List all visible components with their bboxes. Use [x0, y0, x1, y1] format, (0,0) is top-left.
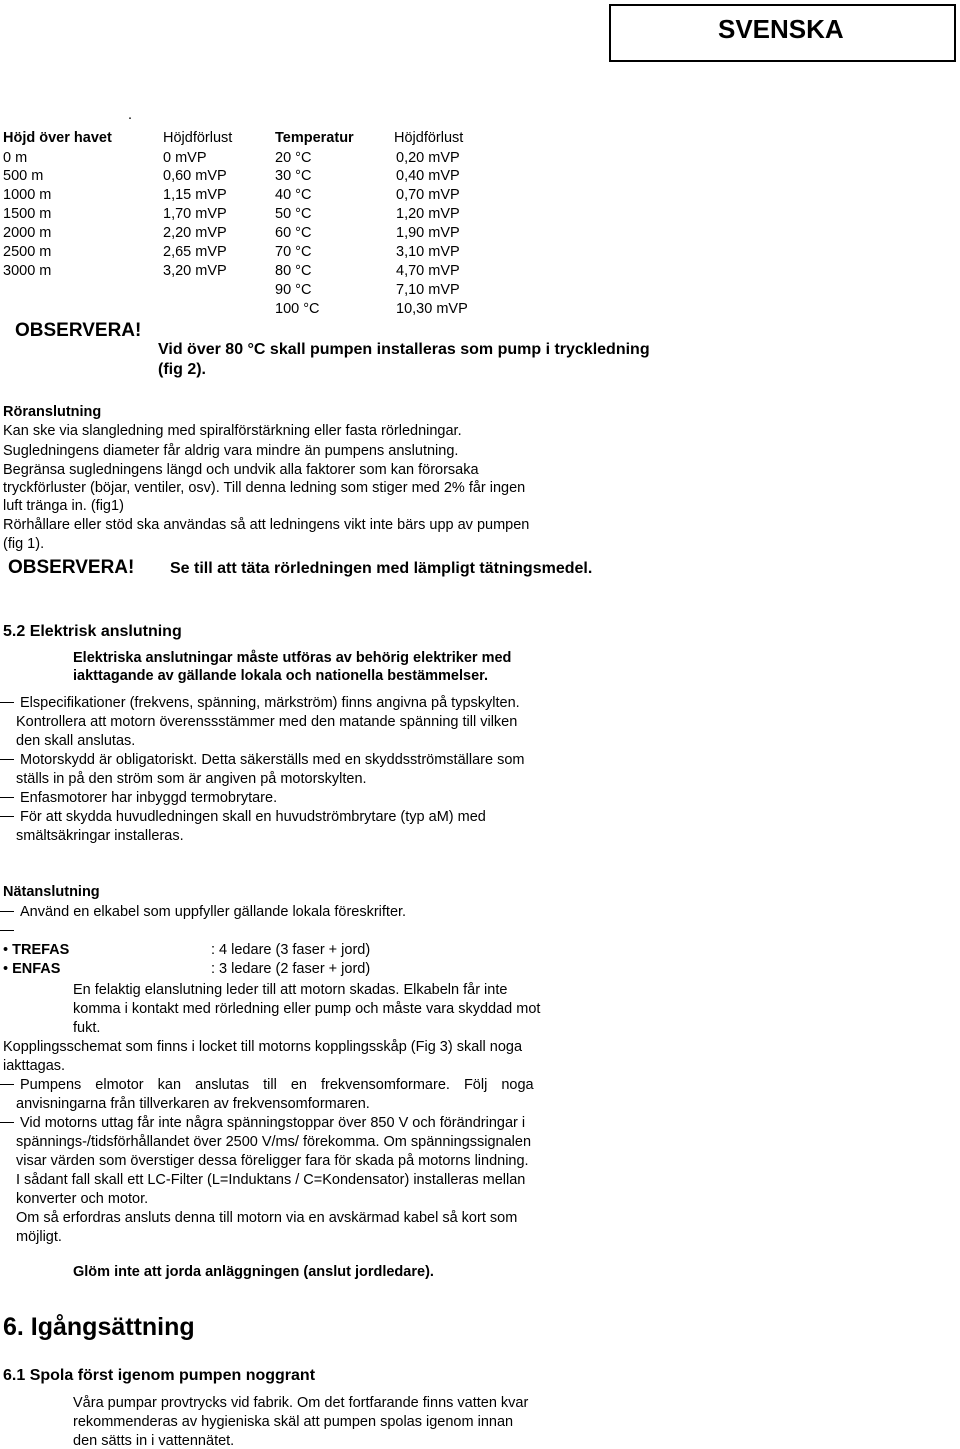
table-cell: 0,60 mVP	[163, 168, 227, 184]
table-cell: 3,20 mVP	[163, 263, 227, 279]
list-item-continuation: anvisningarna från tillverkaren av frekvensomformaren.	[16, 1096, 370, 1112]
table-cell: 2,20 mVP	[163, 225, 227, 241]
paragraph-line: Våra pumpar provtrycks vid fabrik. Om det fortfarande finns vatten kvar	[73, 1395, 529, 1411]
paragraph-line: fukt.	[73, 1020, 101, 1036]
bullet-icon: •	[3, 961, 13, 977]
list-item-continuation: I sådant fall skall ett LC-Filter (L=Induktans / C=Kondensator) installeras mellan	[16, 1172, 526, 1188]
table-header-temperature: Temperatur	[275, 130, 354, 146]
table-cell: 1,15 mVP	[163, 187, 227, 203]
list-item	[0, 1076, 615, 1094]
warning-line: iakttagande av gällande lokala och nationella bestämmelser.	[73, 668, 489, 684]
table-row: 1500 m	[3, 206, 52, 222]
sub-heading-spola: 6.1 Spola först igenom pumpen noggrant	[3, 1367, 316, 1384]
paragraph-text: En felaktig elanslutning leder till att motorn skadas. Elkabeln får inte	[73, 982, 508, 998]
table-row: 70 °C	[275, 244, 312, 260]
table-cell: 1,70 mVP	[163, 206, 227, 222]
dash-bullet-icon	[0, 1122, 14, 1123]
table-row: 100 °C	[275, 301, 320, 317]
paragraph-line: Kan ske via slangledning med spiralförstärkning eller fasta rörledningar.	[3, 423, 462, 439]
table-cell: 3,10 mVP	[396, 244, 460, 260]
observera-label: OBSERVERA!	[15, 320, 142, 341]
table-row: 500 m	[3, 168, 44, 184]
dash-bullet-icon	[0, 1084, 14, 1085]
paragraph-line: Begränsa sugledningens längd och undvik alla faktorer som kan förorsaka	[3, 462, 479, 478]
list-item-enfas	[3, 960, 60, 978]
list-item	[0, 789, 277, 807]
paragraph-line: Kopplingsschemat som finns i locket till motorns kopplingsskåp (Fig 3) skall noga	[3, 1039, 523, 1055]
paragraph-line: rekommenderas av hygieniska skäl att pumpen spolas igenom innan	[73, 1414, 514, 1430]
paragraph-line: Rörhållare eller stöd ska användas så att ledningens vikt inte bärs upp av pumpen	[3, 517, 530, 533]
list-item-text: Motorskydd är obligatoriskt. Detta säkerställs med en skyddsströmställare som	[20, 752, 525, 768]
table-row: 80 °C	[275, 263, 312, 279]
list-item-continuation: smältsäkringar installeras.	[16, 828, 184, 844]
paragraph-line: (fig 1).	[3, 536, 45, 552]
list-item-continuation: konverter och motor.	[16, 1191, 149, 1207]
list-item-continuation: spännings-/tidsförhållandet över 2500 V/ms/ förekomma. Om spänningssignalen	[16, 1134, 532, 1150]
observera-text-line: Se till att täta rörledningen med lämpligt tätningsmedel.	[170, 560, 593, 577]
table-row: 1000 m	[3, 187, 52, 203]
table-cell: 10,30 mVP	[396, 301, 468, 317]
table-cell: 0,20 mVP	[396, 150, 460, 166]
bullet-icon: •	[3, 942, 13, 958]
table-row: 0 m	[3, 150, 28, 166]
table-row: 60 °C	[275, 225, 312, 241]
dash-bullet-icon	[0, 922, 14, 940]
table-cell: 0,40 mVP	[396, 168, 460, 184]
list-item	[0, 1114, 525, 1132]
section-heading-roranslutning: Röranslutning	[3, 404, 102, 420]
list-item	[0, 808, 486, 826]
dash-line	[0, 930, 14, 931]
warning-line	[73, 649, 619, 667]
table-row: 3000 m	[3, 263, 52, 279]
dash-bullet-icon	[0, 759, 14, 760]
list-item-continuation: möjligt.	[16, 1229, 62, 1245]
dash-bullet-icon	[0, 702, 14, 703]
table-header-altitude: Höjd över havet	[3, 130, 112, 146]
list-item-text: Vid motorns uttag får inte några spänningstoppar över 850 V och förändringar i	[20, 1115, 526, 1131]
table-header-loss-1: Höjdförlust	[163, 130, 233, 146]
list-item-continuation: ställs in på den ström som är angiven på motorskylten.	[16, 771, 367, 787]
paragraph-line: luft tränga in. (fig1)	[3, 498, 124, 514]
list-item	[0, 751, 524, 769]
list-item-trefas	[3, 941, 69, 959]
section-heading-natanslutning: Nätanslutning	[3, 884, 100, 900]
table-row: 40 °C	[275, 187, 312, 203]
list-item-continuation: visar värden som överstiger dessa föreligger fara för skada på motorns lindning.	[16, 1153, 529, 1169]
observera-text-line: Vid över 80 °C skall pumpen installeras som pump i tryckledning	[158, 341, 650, 358]
list-item-text: Elspecifikationer (frekvens, spänning, märkström) finns angivna på typskylten.	[20, 695, 520, 711]
dash-bullet-icon	[0, 816, 14, 817]
paragraph-line: den sätts in i vattennätet.	[73, 1433, 235, 1449]
paragraph-line: Sugledningens diameter får aldrig vara mindre än pumpens anslutning.	[3, 443, 459, 459]
table-cell: 1,20 mVP	[396, 206, 460, 222]
table-cell: 0,70 mVP	[396, 187, 460, 203]
section-heading-igangsattning: 6. Igångsättning	[3, 1313, 195, 1341]
trefas-label: TREFAS	[12, 942, 70, 958]
table-row: 50 °C	[275, 206, 312, 222]
list-item-text: Använd en elkabel som uppfyller gällande lokala föreskrifter.	[20, 904, 407, 920]
table-row: 20 °C	[275, 150, 312, 166]
table-cell: 7,10 mVP	[396, 282, 460, 298]
paragraph-line: komma i kontakt med rörledning eller pump och måste vara skyddad mot	[73, 1001, 541, 1017]
list-item-text: Enfasmotorer har inbyggd termobrytare.	[20, 790, 278, 806]
section-heading-elektrisk: 5.2 Elektrisk anslutning	[3, 623, 182, 640]
table-cell: 0 mVP	[163, 150, 207, 166]
observera-text-line: (fig 2).	[158, 361, 206, 378]
table-header-loss-2: Höjdförlust	[394, 130, 464, 146]
list-item	[0, 903, 406, 921]
list-item-continuation: den skall anslutas.	[16, 733, 136, 749]
dash-bullet-icon	[0, 797, 14, 798]
paragraph-line: tryckförluster (böjar, ventiler, osv). Till denna ledning som stiger med 2% får ingen	[3, 480, 526, 496]
list-item-continuation: Om så erfordras ansluts denna till motorn via en avskärmad kabel så kort som	[16, 1210, 518, 1226]
stray-dot: .	[128, 107, 133, 123]
table-row: 2000 m	[3, 225, 52, 241]
ground-reminder: Glöm inte att jorda anläggningen (anslut jordledare).	[73, 1264, 434, 1280]
table-row: 2500 m	[3, 244, 52, 260]
dash-bullet-icon	[0, 911, 14, 912]
language-label: SVENSKA	[718, 14, 844, 44]
list-item-text: För att skydda huvudledningen skall en huvudströmbrytare (typ aM) med	[20, 809, 486, 825]
table-cell: 4,70 mVP	[396, 263, 460, 279]
paragraph-line	[73, 981, 615, 999]
table-row: 30 °C	[275, 168, 312, 184]
observera-label: OBSERVERA!	[8, 557, 135, 578]
warning-text: Elektriska anslutningar måste utföras av behörig elektriker med	[73, 650, 512, 666]
paragraph-line: iakttagas.	[3, 1058, 66, 1074]
enfas-label: ENFAS	[12, 961, 61, 977]
table-cell: 1,90 mVP	[396, 225, 460, 241]
list-item-continuation: Kontrollera att motorn överenssstämmer med den matande spänning till vilken	[16, 714, 518, 730]
trefas-value: : 4 ledare (3 faser + jord)	[211, 942, 371, 958]
enfas-value: : 3 ledare (2 faser + jord)	[211, 961, 371, 977]
list-item	[0, 694, 520, 712]
table-row: 90 °C	[275, 282, 312, 298]
table-cell: 2,65 mVP	[163, 244, 227, 260]
list-item-text: Pumpens elmotor kan anslutas till en frekvensomformare. Följ noga	[20, 1077, 534, 1093]
